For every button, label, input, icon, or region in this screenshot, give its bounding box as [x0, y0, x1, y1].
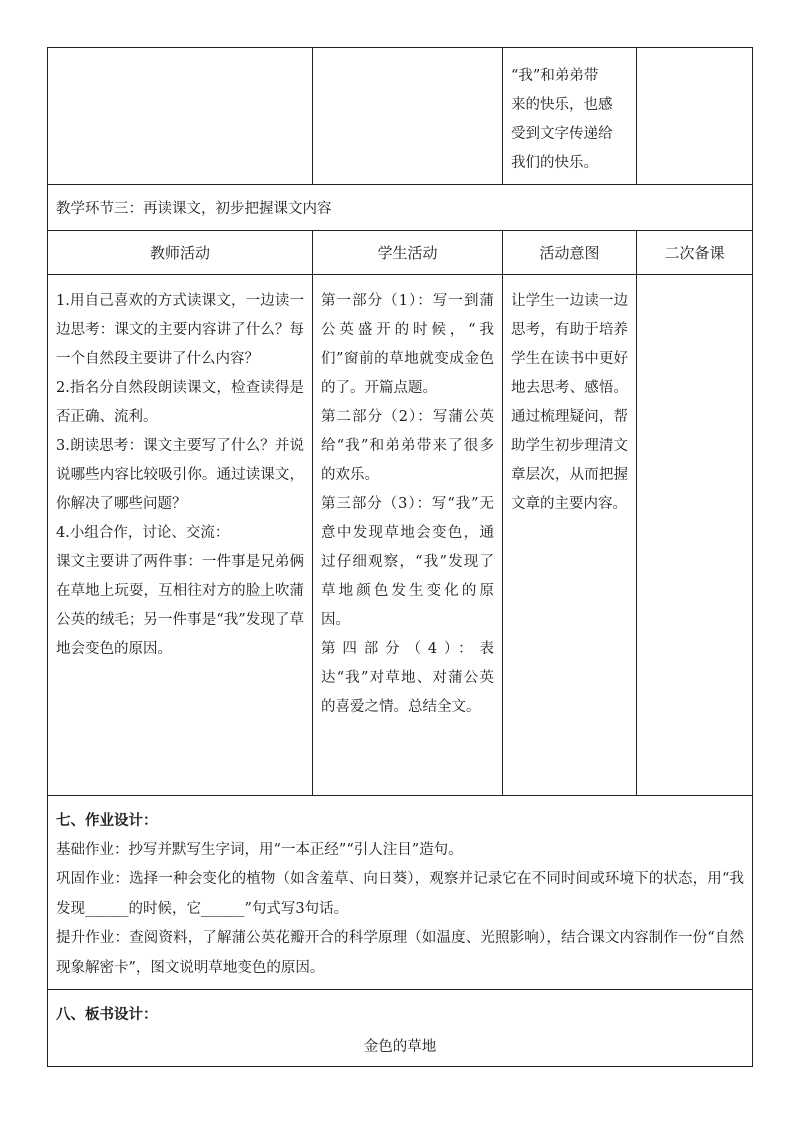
- intent-line: 我们的快乐。: [511, 155, 598, 171]
- intent-line: 受到文字传递给: [511, 126, 613, 142]
- student-activity-cell: [313, 275, 503, 796]
- teacher-step: 3.朗读思考：课文主要写了什么？并说说哪些内容比较吸引你。通过读课文，你解决了哪些问题？: [56, 438, 304, 512]
- header-teacher-activity: 教师活动: [48, 231, 313, 275]
- intent-line: 来的快乐，也感: [511, 97, 613, 113]
- activity-intent-text: 让学生一边读一边思考，有助于培养学生在读书中更好地去思考、感悟。通过梳理疑问，帮助学生初步理清文章层次，从而把握文章的主要内容。: [511, 293, 628, 512]
- section-title-row: [48, 185, 753, 231]
- homework-title: 七、作业设计：: [56, 812, 158, 829]
- activity-intent-cell: [503, 275, 637, 796]
- continued-row: [48, 48, 753, 185]
- teacher-activity-cell: [48, 275, 313, 796]
- lesson-plan-table: [47, 47, 753, 1067]
- board-cell: [48, 990, 753, 1067]
- intent-line: “我”和弟弟带: [511, 68, 599, 84]
- teacher-step: 1.用自己喜欢的方式读课文，一边读一边思考：课文的主要内容讲了什么？每一个自然段主要讲了什么内容？: [56, 293, 304, 367]
- homework-consolidate: 巩固作业：选择一种会变化的植物（如含羞草、向日葵），观察并记录它在不同时间或环境下的状态，用“我发现______的时候，它______”句式写3句话。: [56, 871, 744, 917]
- header-student-activity: 学生活动: [313, 231, 503, 275]
- content-row: [48, 275, 753, 796]
- continued-student-cell: [313, 48, 503, 185]
- continued-second-cell: [637, 48, 753, 185]
- student-part: 第三部分（3）：写“我”无意中发现草地会变色，通过仔细观察，“我”发现了草地颜色发生变化的原因。: [321, 496, 494, 628]
- continued-intent-cell: [503, 48, 637, 185]
- second-prep-cell: [637, 275, 753, 796]
- continued-teacher-cell: [48, 48, 313, 185]
- board-row: [48, 990, 753, 1067]
- lesson-plan-page: [47, 47, 752, 1067]
- teacher-step: 2.指名分自然段朗读课文，检查读得是否正确、流利。: [56, 380, 304, 425]
- teacher-step: 4.小组合作，讨论、交流：: [56, 525, 230, 541]
- section-title: 教学环节三：再读课文，初步把握课文内容: [48, 185, 753, 231]
- homework-advanced: 提升作业：查阅资料，了解蒲公英花瓣开合的科学原理（如温度、光照影响），结合课文内容制作一份“自然现象解密卡”，图文说明草地变色的原因。: [56, 930, 744, 976]
- teacher-step: 课文主要讲了两件事：一件事是兄弟俩在草地上玩耍，互相往对方的脸上吹蒲公英的绒毛；另一件事是“我”发现了草地会变色的原因。: [56, 554, 304, 657]
- homework-basic: 基础作业：抄写并默写生字词，用“一本正经”“引人注目”造句。: [56, 841, 463, 858]
- board-heading: 金色的草地: [363, 1039, 437, 1055]
- student-part: 第四部分（4）：表达“我”对草地、对蒲公英的喜爱之情。总结全文。: [321, 641, 494, 715]
- student-part: 第一部分（1）：写一到蒲公英盛开的时候，“我们”窗前的草地就变成金色的了。开篇点题。: [321, 293, 494, 396]
- board-title: 八、板书设计：: [56, 1006, 158, 1023]
- header-activity-intent: 活动意图: [503, 231, 637, 275]
- header-second-prep: 二次备课: [637, 231, 753, 275]
- header-row: [48, 231, 753, 275]
- homework-row: [48, 796, 753, 990]
- student-part: 第二部分（2）：写蒲公英给“我”和弟弟带来了很多的欢乐。: [321, 409, 494, 483]
- homework-cell: [48, 796, 753, 990]
